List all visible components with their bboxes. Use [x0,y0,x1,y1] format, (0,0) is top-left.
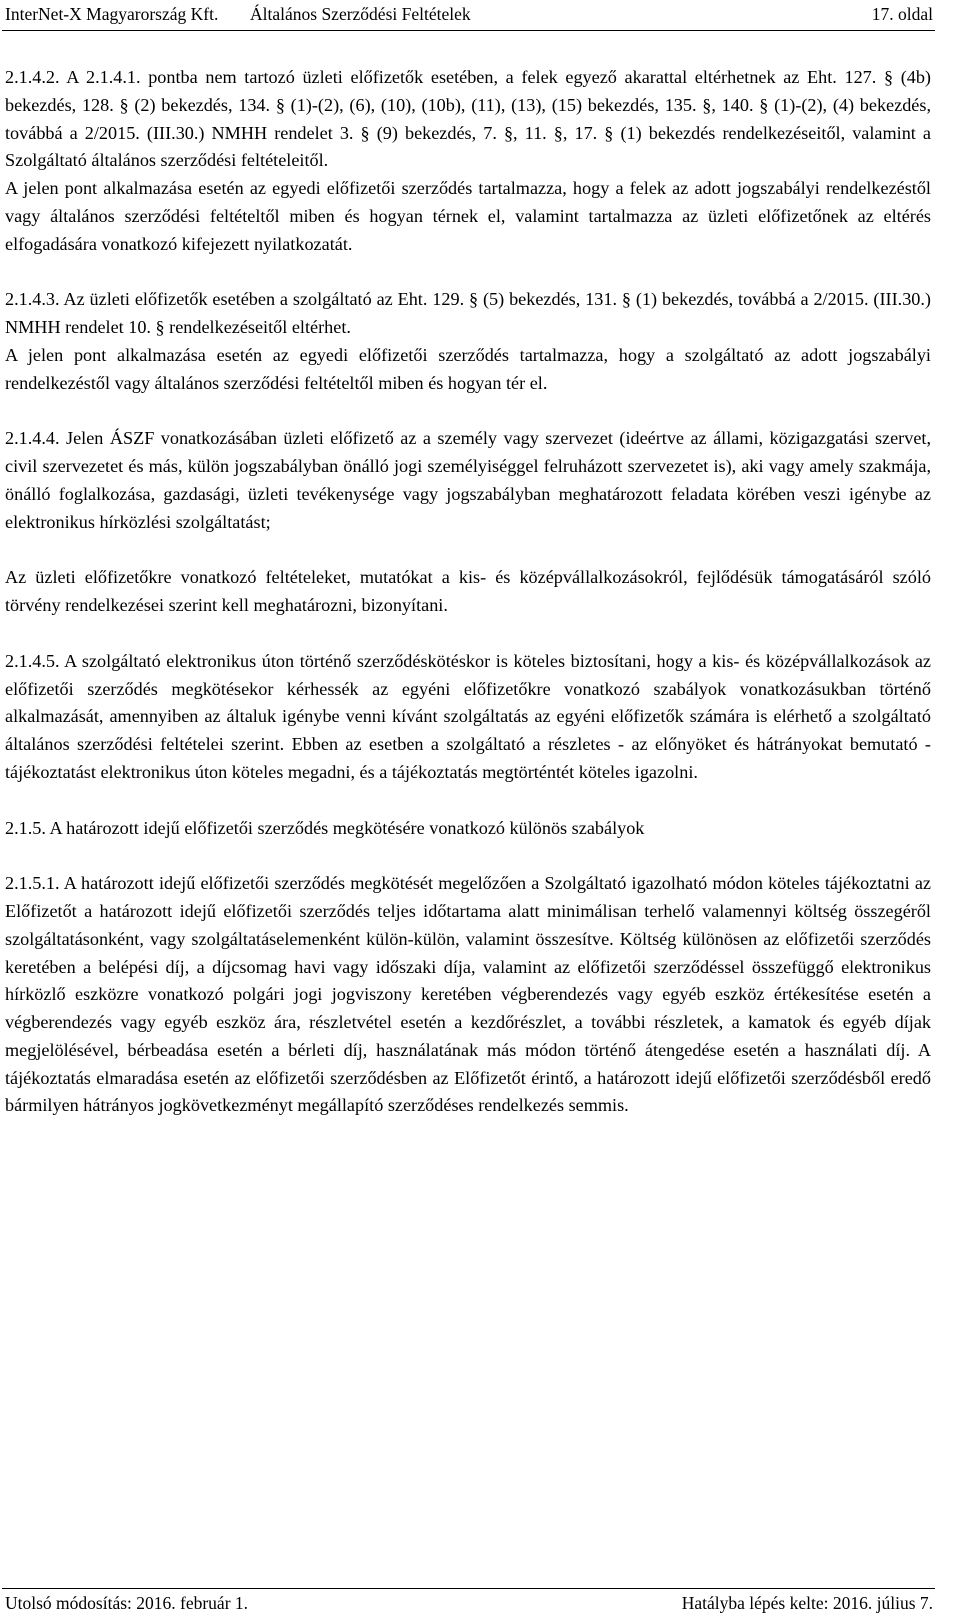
paragraph-2-1-4-3-application: A jelen pont alkalmazása esetén az egyedi előfizetői szerződés tartalmazza, hogy a szolgáltató az adott jogszabályi rendelkezéstől vagy általános szerződési feltételtől miben és hogyan tér el. [5,344,931,393]
paragraph-2-1-4-5: 2.1.4.5. A szolgáltató elektronikus úton történő szerződéskötéskor is köteles biztosítani, hogy a kis- és középvállalkozások az előfizetői szerződés megkötésekor kérhessék az egyéni előfizetőkre vonatkozó szabályok vonatkozásukban történő alkalmazását, amennyiben az általuk igénybe venni kívánt szolgáltatás az egyéni előfizetők számára is elérhető a szolgáltató általános szerződési feltételei szerint. Ebben az esetben a szolgáltató a részletes - az előnyöket és hátrányokat bemutató - tájékoztatást elektronikus úton köteles megadni, és a tájékoztatás megtörténtét köteles igazolni. [5,650,931,782]
page-header [0,0,960,30]
footer-last-modified: Utolsó módosítás: 2016. február 1. [5,1593,249,1613]
paragraph-2-1-4-3: 2.1.4.3. Az üzleti előfizetők esetében a szolgáltató az Eht. 129. § (5) bekezdés, 131. § (1) bekezdés, továbbá a 2/2015. (III.30.) NMHH rendelet 10. § rendelkezéseitől eltérhet. [5,289,931,338]
paragraph-2-1-4-2: 2.1.4.2. A 2.1.4.1. pontba nem tartozó üzleti előfizetők esetében, a felek egyező akarattal eltérhetnek az Eht. 127. § (4b) bekezdés, 128. § (2) bekezdés, 134. § (1)-(2), (6), (10), (10b), (11), (13), (15) bekezdés, 135. §, 140. § (1)-(2), (4) bekezdés, továbbá a 2/2015. (III.30.) NMHH rendelet 3. § (9) bekezdés, 7. §, 11. §, 17. § (1) bekezdés rendelkezéseitől, valamint a Szolgáltató általános szerződési feltételeitől. [5,67,931,171]
paragraph-2-1-5-1: 2.1.5.1. A határozott idejű előfizetői szerződés megkötését megelőzően a Szolgáltató igazolható módon köteles tájékoztatni az Előfizetőt a határozott idejű előfizetői szerződés teljes időtartama alatt minimálisan terhelő valamennyi költség összegéről szolgáltatásonként, vagy szolgáltatáselemenként külön-külön, valamint összesítve. Költség különösen az előfizetői szerződés keretében a belépési díj, a díjcsomag havi vagy időszaki díja, valamint az előfizetői szerződéssel összefüggő elektronikus hírközlő eszközre vonatkozó polgári jogi jogviszony keretében végberendezés vagy egyéb eszköz értékesítése esetén a végberendezés vagy egyéb eszköz ára, részletvétel esetén a kezdőrészlet, a további részletek, a kamatok és egyéb díjak megjelölésével, bérbeadása esetén a bérleti díj, használatának más módon történő átengedése esetén a használati díj. A tájékoztatás elmaradása esetén az előfizetői szerződésben az Előfizetőt érintő, a határozott idejű előfizetői szerződésből eredő bármilyen hátrányos jogkövetkezményt megállapító szerződéses rendelkezés semmis. [5,873,931,1116]
document-body [5,64,931,1120]
paragraph-2-1-4-2-application: A jelen pont alkalmazása esetén az egyedi előfizetői szerződés tartalmazza, hogy a felek az adott jogszabályi rendelkezéstől vagy általános szerződési feltételtől miben és hogyan térnek el, valamint tartalmazza az üzleti előfizetőnek az eltérés elfogadására vonatkozó kifejezett nyilatkozatát. [5,178,931,254]
page-footer [0,1593,960,1619]
header-company: InterNet-X Magyarország Kft. [5,4,219,24]
footer-effective-date: Hatályba lépés kelte: 2016. július 7. [681,1593,933,1613]
header-divider [2,30,935,31]
header-document-title: Általános Szerződési Feltételek [250,4,471,24]
header-page-number: 17. oldal [871,4,933,24]
footer-divider [2,1588,935,1589]
section-heading-2-1-5: 2.1.5. A határozott idejű előfizetői szerződés megkötésére vonatkozó különös szabályok [5,817,645,838]
paragraph-business-criteria: Az üzleti előfizetőkre vonatkozó feltételeket, mutatókat a kis- és középvállalkozásokról, fejlődésük támogatásáról szóló törvény rendelkezései szerint kell meghatározni, bizonyítani. [5,567,931,616]
paragraph-2-1-4-4: 2.1.4.4. Jelen ÁSZF vonatkozásában üzleti előfizető az a személy vagy szervezet (ideértve az állami, közigazgatási szervet, civil szervezetet és más, külön jogszabályban önálló jogi személyiséggel felruházott szervezetet is), aki vagy amely szakmája, önálló foglalkozása, gazdasági, üzleti tevékenysége vagy jogszabályban meghatározott feladata körében veszi igénybe az elektronikus hírközlési szolgáltatást; [5,428,931,532]
